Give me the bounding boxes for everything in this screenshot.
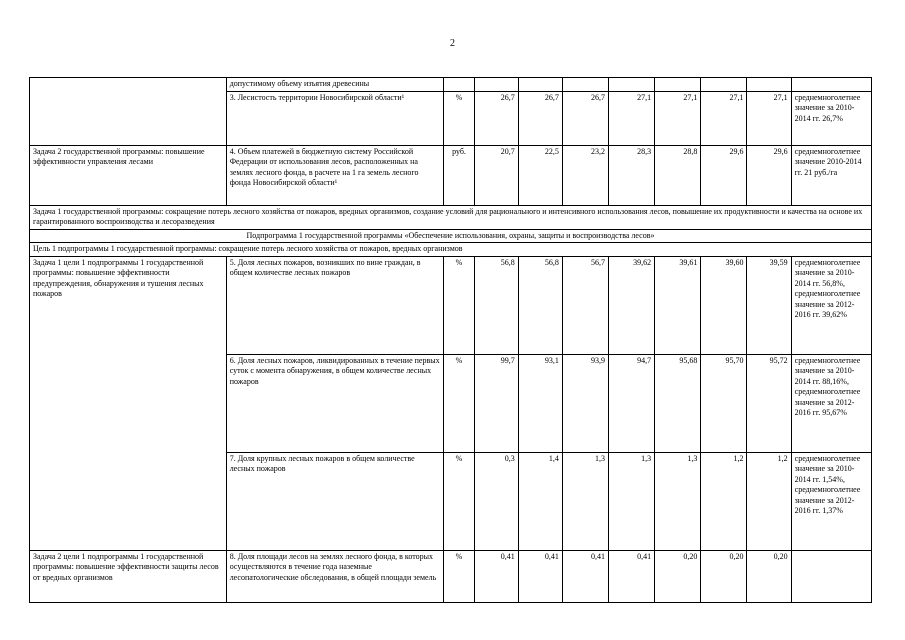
table-row: [30, 78, 872, 92]
unit-cell: %: [444, 550, 474, 602]
value-cell: 0,20: [655, 550, 701, 602]
value-cell: 39,62: [609, 256, 655, 354]
unit-cell: %: [444, 452, 474, 550]
note-cell: [791, 550, 871, 602]
note-cell: среднемноголетнее значение 2010-2014 гг. 21 руб./га: [791, 145, 871, 205]
value-cell: 20,7: [474, 145, 518, 205]
value-cell: 39,60: [701, 256, 747, 354]
unit-cell: [444, 78, 474, 92]
indicator-cell: 3. Лесистость территории Новосибирской области¹: [226, 91, 444, 145]
task-cell: Задача 2 государственной программы: повышение эффективности управления лесами: [30, 145, 227, 205]
value-cell: [562, 78, 608, 92]
indicator-cell: допустимому объему изъятия древесины: [226, 78, 444, 92]
value-cell: [747, 78, 791, 92]
table-row: [30, 205, 872, 229]
unit-cell: руб.: [444, 145, 474, 205]
value-cell: 0,3: [474, 452, 518, 550]
section-header-task1: Задача 1 государственной программы: сокращение потерь лесного хозяйства от пожаров, вредных организмов, создание условий для рационального и интенсивного использования лесов, повышение их продуктивности и качества на основе их гарантированного воспроизводства и лесоразведения: [30, 205, 872, 229]
note-cell: среднемноголетнее значение за 2010-2014 гг. 88,16%, среднемноголетнее значение за 2012-2016 гг. 95,67%: [791, 354, 871, 452]
value-cell: [701, 78, 747, 92]
indicator-cell: 7. Доля крупных лесных пожаров в общем количестве лесных пожаров: [226, 452, 444, 550]
value-cell: 94,7: [609, 354, 655, 452]
value-cell: 95,68: [655, 354, 701, 452]
value-cell: 26,7: [518, 91, 562, 145]
task-cell: [30, 78, 227, 146]
table-row: [30, 229, 872, 243]
page-number: 2: [450, 38, 455, 49]
value-cell: [609, 78, 655, 92]
note-cell: среднемноголетнее значение за 2010-2014 гг. 1,54%, среднемноголетнее значение за 2012-2016 гг. 1,37%: [791, 452, 871, 550]
value-cell: 0,41: [474, 550, 518, 602]
value-cell: 0,20: [747, 550, 791, 602]
value-cell: 1,2: [747, 452, 791, 550]
table-row: [30, 550, 872, 602]
value-cell: 39,59: [747, 256, 791, 354]
value-cell: [518, 78, 562, 92]
value-cell: 27,1: [655, 91, 701, 145]
value-cell: 56,8: [474, 256, 518, 354]
task-cell: Задача 2 цели 1 подпрограммы 1 государственной программы: повышение эффективности защиты лесов от вредных организмов: [30, 550, 227, 602]
unit-cell: %: [444, 354, 474, 452]
indicator-cell: 4. Объем платежей в бюджетную систему Российской Федерации от использования лесов, расположенных на землях лесного фонда, в расчете на 1 га земель лесного фонда Новосибирской области¹: [226, 145, 444, 205]
task-cell: Задача 1 цели 1 подпрограммы 1 государственной программы: повышение эффективности предупреждения, обнаружения и тушения лесных пожаров: [30, 256, 227, 550]
unit-cell: %: [444, 256, 474, 354]
value-cell: 1,3: [655, 452, 701, 550]
value-cell: 0,41: [609, 550, 655, 602]
note-cell: среднемноголетнее значение за 2010-2014 гг. 56,8%, среднемноголетнее значение за 2012-2016 гг. 39,62%: [791, 256, 871, 354]
indicators-table: [29, 77, 872, 603]
value-cell: 29,6: [701, 145, 747, 205]
value-cell: 0,41: [562, 550, 608, 602]
note-cell: среднемноголетнее значение за 2010-2014 гг. 26,7%: [791, 91, 871, 145]
indicator-cell: 6. Доля лесных пожаров, ликвидированных в течение первых суток с момента обнаружения, в общем количестве лесных пожаров: [226, 354, 444, 452]
value-cell: 93,1: [518, 354, 562, 452]
value-cell: 1,3: [562, 452, 608, 550]
unit-cell: %: [444, 91, 474, 145]
value-cell: 28,3: [609, 145, 655, 205]
table-row: [30, 256, 872, 354]
note-cell: [791, 78, 871, 92]
section-header-subprogram: Подпрограмма 1 государственной программы «Обеспечение использования, охраны, защиты и воспроизводства лесов»: [30, 229, 872, 243]
value-cell: 22,5: [518, 145, 562, 205]
value-cell: 56,8: [518, 256, 562, 354]
value-cell: 23,2: [562, 145, 608, 205]
value-cell: 26,7: [474, 91, 518, 145]
value-cell: 1,4: [518, 452, 562, 550]
value-cell: 1,3: [609, 452, 655, 550]
value-cell: 95,70: [701, 354, 747, 452]
value-cell: 27,1: [701, 91, 747, 145]
value-cell: 27,1: [747, 91, 791, 145]
value-cell: 28,8: [655, 145, 701, 205]
value-cell: 29,6: [747, 145, 791, 205]
value-cell: 95,72: [747, 354, 791, 452]
value-cell: [474, 78, 518, 92]
value-cell: 93,9: [562, 354, 608, 452]
indicator-cell: 8. Доля площади лесов на землях лесного фонда, в которых осуществляются в течение года наземные лесопатологические обследования, в общей площади земель: [226, 550, 444, 602]
indicator-cell: 5. Доля лесных пожаров, возникших по вине граждан, в общем количестве лесных пожаров: [226, 256, 444, 354]
value-cell: 1,2: [701, 452, 747, 550]
table-row: [30, 243, 872, 257]
value-cell: 26,7: [562, 91, 608, 145]
value-cell: 27,1: [609, 91, 655, 145]
value-cell: 0,41: [518, 550, 562, 602]
value-cell: 0,20: [701, 550, 747, 602]
value-cell: 39,61: [655, 256, 701, 354]
value-cell: 56,7: [562, 256, 608, 354]
section-header-goal: Цель 1 подпрограммы 1 государственной программы: сокращение потерь лесного хозяйства от пожаров, вредных организмов: [30, 243, 872, 257]
value-cell: 99,7: [474, 354, 518, 452]
value-cell: [655, 78, 701, 92]
table-row: [30, 145, 872, 205]
